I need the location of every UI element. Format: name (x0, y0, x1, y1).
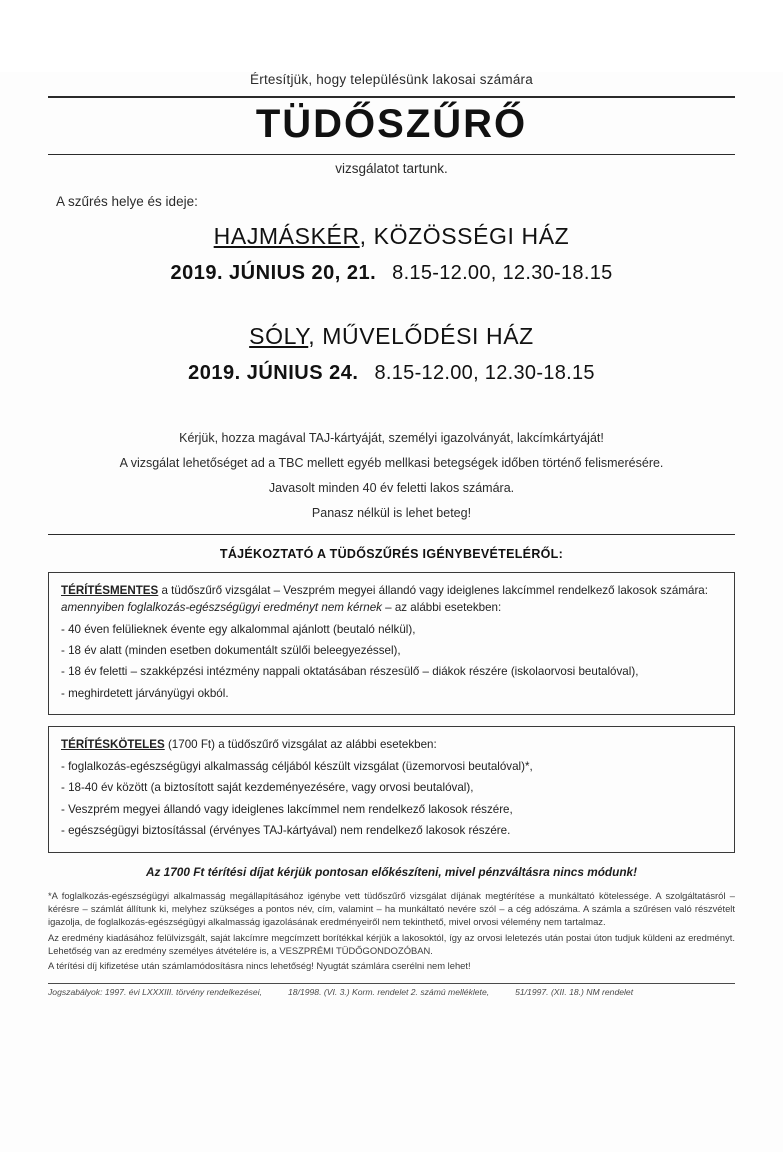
free-box-keyword: TÉRÍTÉSMENTES (61, 584, 159, 597)
venue-schedule (48, 362, 735, 385)
note-line: Javasolt minden 40 év feletti lakos számára. (268, 481, 515, 495)
info-heading: TÁJÉKOZTATÓ A TÜDŐSZŰRÉS IGÉNYBEVÉTELÉRŐL: (219, 547, 564, 561)
divider-top (48, 96, 735, 98)
list-item: - egészségügyi biztosítással (érvényes TAJ-kártyával) nem rendelkező lakosok részére. (61, 824, 511, 838)
list-item: - foglalkozás-egészségügyi alkalmasság céljából készült vizsgálat (üzemorvosi beutalóval)*, (61, 759, 533, 773)
fine-print-paragraph: Az eredmény kiadásához felülvizsgált, saját lakcímre megcímzett borítékkal kérjük a lakosoktól, így az orvosi leletezés után postai úton tudjuk küldeni az eredményt. Lehetőség van az eredmény személyes átvételére is, a VESZPRÉMI TÜDŐGONDOZÓBAN. (48, 931, 735, 956)
poster-page (0, 72, 783, 1152)
free-box-lead-rest: a tüdőszűrő vizsgálat – Veszprém megyei állandó vagy ideiglenes lakcímmel rendelkező lakosok számára: (158, 584, 708, 597)
free-box-lead-tail: – az alábbi esetekben: (381, 600, 502, 614)
legal-reference: 51/1997. (XII. 18.) NM rendelet (515, 986, 634, 997)
fine-print-block (48, 889, 735, 973)
venue-date: 2019. JÚNIUS 24. (188, 362, 359, 384)
paid-box-keyword: TÉRÍTÉSKÖTELES (61, 738, 165, 752)
legal-reference: 18/1998. (VI. 3.) Korm. rendelet 2. számú melléklete, (288, 986, 490, 997)
list-item: - meghirdetett járványügyi okból. (61, 686, 229, 700)
paid-box-lead-rest: (1700 Ft) a tüdőszűrő vizsgálat az alábbi esetekben: (164, 738, 437, 752)
free-box-lead-italic: amennyiben foglalkozás-egészségügyi eredményt nem kérnek (61, 600, 382, 614)
legal-references (48, 983, 735, 997)
venue-name-place: , KÖZÖSSÉGI HÁZ (359, 223, 570, 249)
fine-print-paragraph: A térítési díj kifizetése után számlamódosításra nincs lehetőség! Nyugtát számlára cserélni nem lehet! (48, 960, 471, 972)
venue-name (48, 223, 735, 250)
list-item: - 40 éven felülieknek évente egy alkalommal ajánlott (beutaló nélkül), (61, 622, 416, 636)
list-item: - 18 év feletti – szakképzési intézmény nappali oktatásában részesülő – diákok részére (iskolaorvosi beutalóval), (61, 665, 639, 679)
paid-box-lead (61, 737, 722, 754)
list-item: - 18 év alatt (minden esetben dokumentált szülői beleegyezéssel), (61, 643, 401, 657)
venue-name-town: SÓLY (249, 323, 309, 349)
paid-conditions-box (48, 726, 735, 852)
subtitle: vizsgálatot tartunk. (335, 161, 448, 176)
divider-middle (48, 534, 735, 535)
venue-name (48, 323, 735, 350)
venue-name-place: , MŰVELŐDÉSI HÁZ (308, 323, 534, 349)
venue-block-soly (48, 323, 735, 385)
venue-hours: 8.15-12.00, 12.30-18.15 (392, 262, 613, 284)
fee-note: Az 1700 Ft térítési díjat kérjük pontosan előkészíteni, mivel pénzváltásra nincs módunk! (145, 864, 638, 879)
notes-block (48, 431, 735, 520)
note-line: Panasz nélkül is lehet beteg! (311, 506, 472, 520)
paid-box-list (61, 758, 722, 840)
free-box-lead (61, 583, 722, 617)
page-title: TÜDŐSZŰRŐ (255, 102, 528, 146)
list-item: - Veszprém megyei állandó vagy ideiglenes lakcímmel nem rendelkező lakosok részére, (61, 802, 513, 816)
venue-hours: 8.15-12.00, 12.30-18.15 (374, 362, 595, 384)
list-item: - 18-40 év között (a biztosított saját kezdeményezésére, vagy orvosi beutalóval), (61, 781, 474, 795)
legal-reference: Jogszabályok: 1997. évi LXXXIII. törvény rendelkezései, (48, 986, 263, 997)
venue-block-hajmasker (48, 223, 735, 285)
intro-line: Értesítjük, hogy településünk lakosai számára (250, 72, 533, 87)
note-line: Kérjük, hozza magával TAJ-kártyáját, személyi igazolványát, lakcímkártyáját! (179, 431, 604, 445)
note-line: A vizsgálat lehetőséget ad a TBC mellett egyéb mellkasi betegségek időben történő felismerésére. (119, 456, 664, 470)
free-conditions-box (48, 572, 735, 715)
free-box-list (61, 621, 722, 703)
divider-under-title (48, 154, 735, 155)
fine-print-paragraph: *A foglalkozás-egészségügyi alkalmasság megállapításához igénybe vett tüdőszűrő vizsgálat díjának megtérítése a munkáltató kötelessége. A szolgáltatásról – kérésre – számlát állítunk ki, melyhez szükséges a pontos név, cím, valamint – ha munkáltató nevére szól – a cég adószáma. A számla a szűrésen való részvételt igazolja, de foglalkozás-egészségügyi alkalmasság igazolásának eredményeiről nem tekinthető, mivel orvosi vélemény nem tartalmaz. (48, 889, 735, 928)
place-time-label: A szűrés helye és ideje: (56, 194, 198, 209)
venue-name-town: HAJMÁSKÉR (213, 223, 360, 249)
venue-schedule (48, 262, 735, 285)
venue-date: 2019. JÚNIUS 20, 21. (170, 262, 377, 284)
